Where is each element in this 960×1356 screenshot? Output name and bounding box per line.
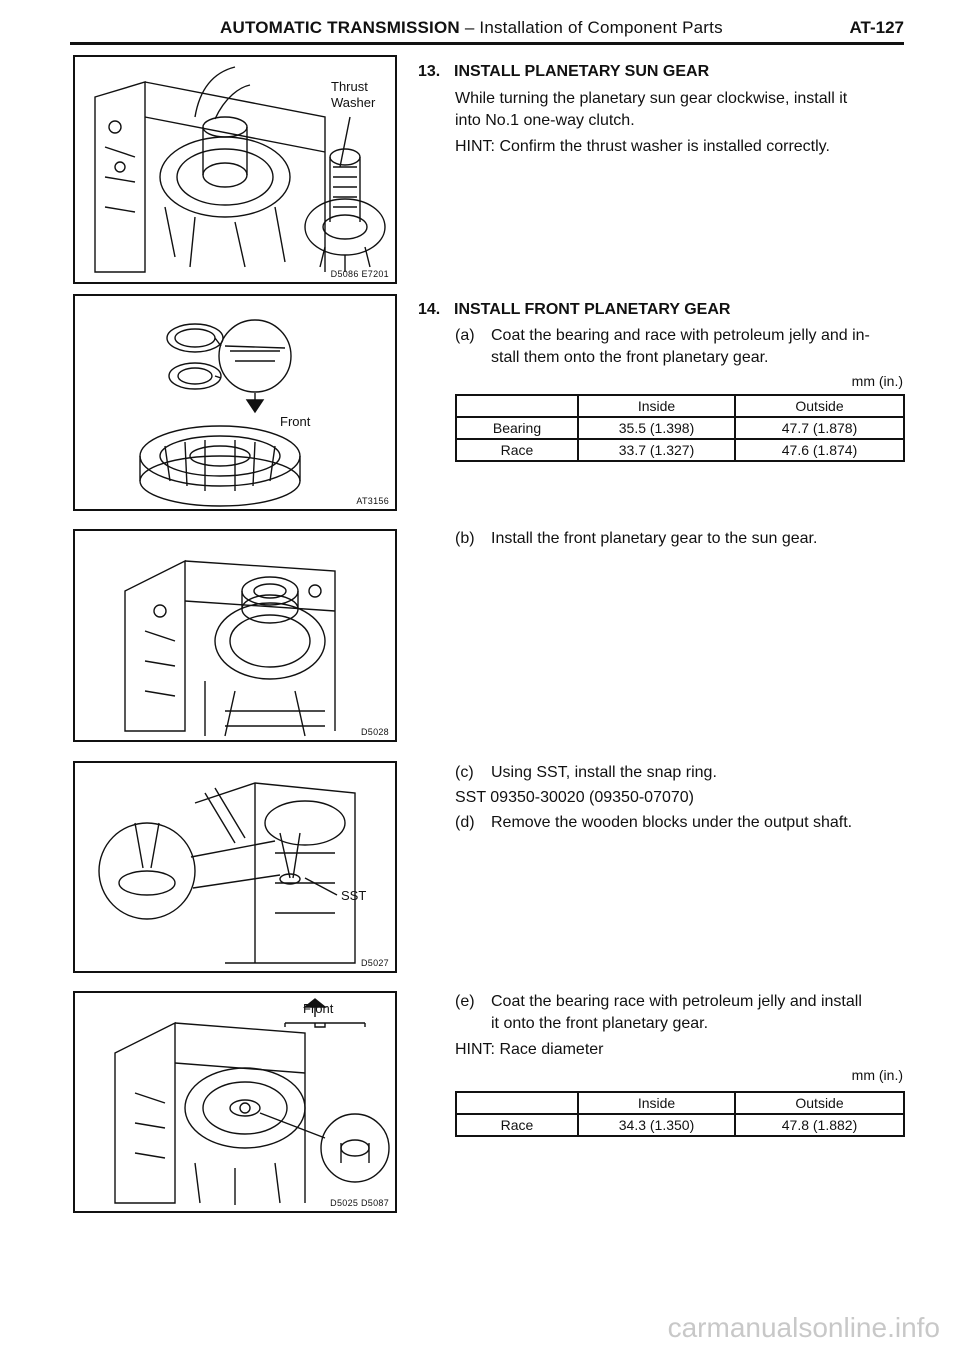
table-cell: 35.5 (1.398) — [578, 417, 735, 439]
page-number: AT-127 — [849, 18, 904, 37]
figure-label-washer: Washer — [331, 95, 376, 110]
unit-label: mm (in.) — [851, 1067, 903, 1083]
table-header-row — [456, 1092, 904, 1114]
figure-label-sst: SST — [341, 888, 367, 903]
table-cell: 47.7 (1.878) — [735, 417, 904, 439]
race-front-illustration — [75, 993, 395, 1211]
bearing-race-illustration — [75, 296, 395, 509]
step-14a — [455, 325, 915, 369]
figure-label-thrust: Thrust — [331, 79, 368, 94]
item-line: Coat the bearing and race with petroleum jelly and in- — [491, 327, 870, 344]
body-line: into No.1 one-way clutch. — [455, 112, 635, 129]
item-text: Using SST, install the snap ring. — [491, 764, 717, 781]
item-marker: (a) — [455, 327, 475, 344]
race-diameter-hint: HINT: Race diameter — [455, 1041, 604, 1058]
table-header: Outside — [735, 395, 904, 417]
figure-planetary-gear — [73, 529, 397, 742]
step-number: 14. — [418, 301, 441, 318]
table-header-row — [456, 395, 904, 417]
figure-sun-gear-install — [73, 55, 397, 284]
table-header: Inside — [578, 395, 735, 417]
step-14c — [455, 762, 915, 784]
bearing-race-table — [455, 394, 905, 462]
step-14e — [455, 991, 925, 1035]
figure-label-front: Front — [280, 414, 311, 429]
table-cell: 47.6 (1.874) — [735, 439, 904, 461]
table-row — [456, 439, 904, 461]
unit-label: mm (in.) — [851, 373, 903, 389]
table-header: Outside — [735, 1092, 904, 1114]
item-marker: (b) — [455, 530, 475, 547]
table-cell: 47.8 (1.882) — [735, 1114, 904, 1136]
table-row — [456, 1114, 904, 1136]
table-cell: 34.3 (1.350) — [578, 1114, 735, 1136]
table-cell: 33.7 (1.327) — [578, 439, 735, 461]
figure-snap-ring-sst — [73, 761, 397, 973]
section-title — [220, 18, 723, 38]
manual-title: AUTOMATIC TRANSMISSION — [220, 18, 460, 37]
figure-label-front: Front — [303, 1001, 334, 1016]
figure-code: D5025 D5087 — [330, 1198, 389, 1208]
watermark: carmanualsonline.info — [667, 1312, 940, 1343]
figure-code: D5027 — [360, 958, 389, 968]
step-13-body — [455, 88, 915, 132]
race-diameter-table — [455, 1091, 905, 1137]
table-row — [456, 417, 904, 439]
figure-code: D5086 E7201 — [330, 269, 389, 279]
planetary-gear-illustration — [75, 531, 395, 740]
table-header — [456, 395, 578, 417]
item-text: Remove the wooden blocks under the output shaft. — [491, 814, 853, 831]
table-cell: Race — [456, 1114, 578, 1136]
step-14b — [455, 528, 915, 550]
table-cell: Race — [456, 439, 578, 461]
item-line: it onto the front planetary gear. — [491, 1015, 709, 1032]
item-line: stall them onto the front planetary gear. — [491, 349, 769, 366]
step-title: INSTALL FRONT PLANETARY GEAR — [454, 301, 731, 318]
body-line: While turning the planetary sun gear clockwise, install it — [455, 90, 848, 107]
item-line: Coat the bearing race with petroleum jelly and install — [491, 993, 862, 1010]
item-marker: (e) — [455, 993, 475, 1010]
table-cell: Bearing — [456, 417, 578, 439]
item-text: Install the front planetary gear to the sun gear. — [491, 530, 818, 547]
page-header — [70, 18, 904, 45]
figure-code: D5028 — [360, 727, 389, 737]
figure-bearing-race-front — [73, 991, 397, 1213]
step-title: INSTALL PLANETARY SUN GEAR — [454, 63, 710, 80]
figure-code: AT3156 — [356, 496, 389, 506]
sst-number: SST 09350-30020 (09350-07070) — [455, 789, 694, 806]
figure-bearing-race — [73, 294, 397, 511]
step-14-heading — [418, 301, 730, 319]
step-14d — [455, 812, 925, 834]
item-marker: (c) — [455, 764, 474, 781]
step-number: 13. — [418, 63, 441, 80]
snap-ring-illustration — [75, 763, 395, 971]
step-13-hint: HINT: Confirm the thrust washer is installed correctly. — [455, 138, 830, 155]
table-header — [456, 1092, 578, 1114]
item-marker: (d) — [455, 814, 475, 831]
section-subtitle: – Installation of Component Parts — [464, 18, 723, 37]
table-header: Inside — [578, 1092, 735, 1114]
step-13-heading — [418, 63, 709, 81]
